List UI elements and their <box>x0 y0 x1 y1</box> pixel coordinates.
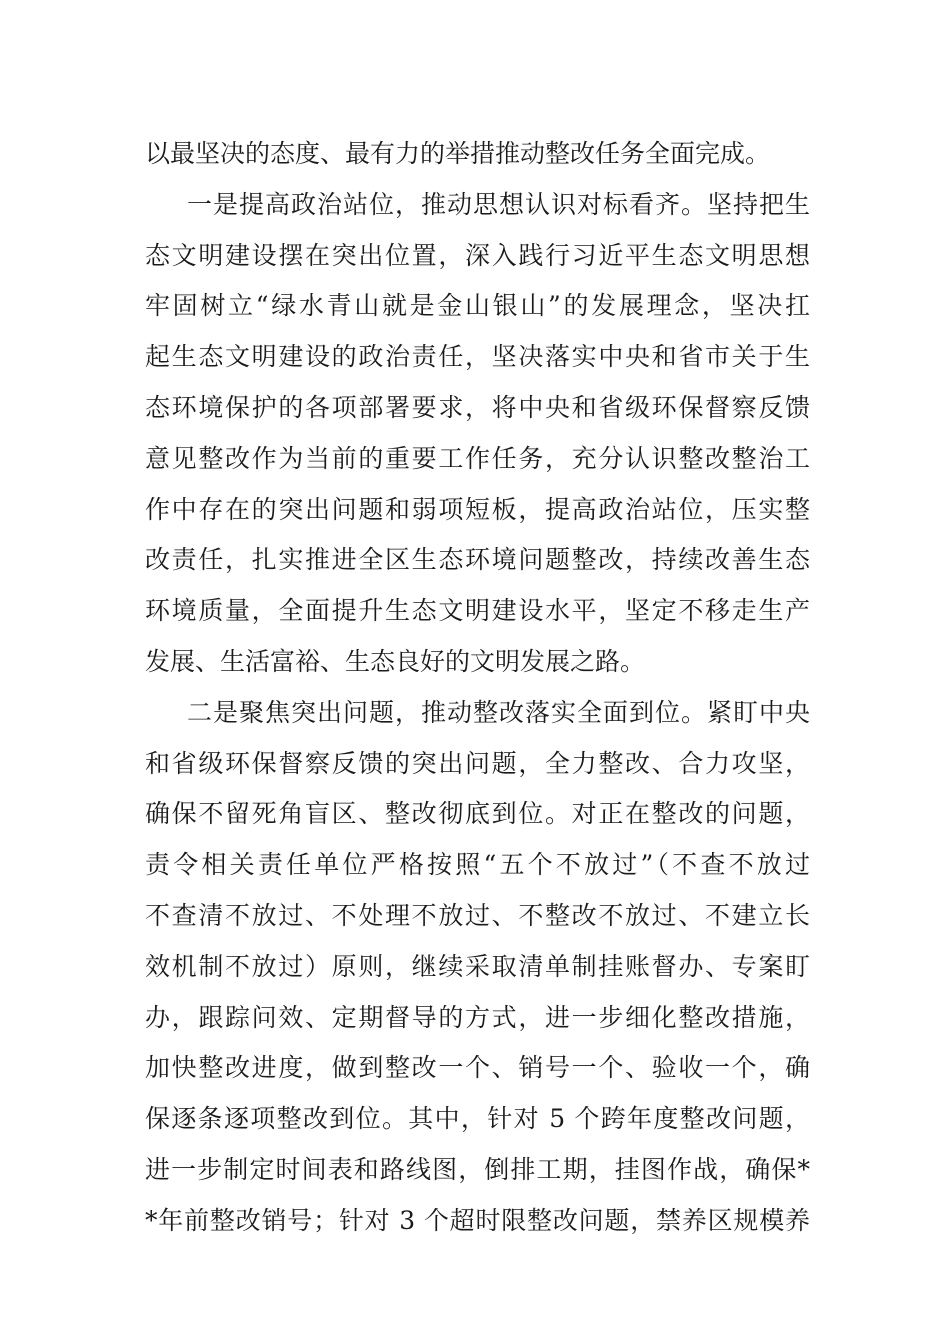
text-line: 以最坚决的态度、最有力的举措推动整改任务全面完成。 <box>145 139 771 168</box>
text-line: 态环境保护的各项部署要求，将中央和省级环保督察反馈 <box>145 392 810 422</box>
text-line: 起生态文明建设的政治责任，坚决落实中央和省市关于生 <box>145 342 810 372</box>
text-line: 办，跟踪问效、定期督导的方式，进一步细化整改措施， <box>145 1002 810 1032</box>
text-line: 责令相关责任单位严格按照“五个不放过”（不查不放过 <box>145 850 810 880</box>
text-line: 加快整改进度，做到整改一个、销号一个、验收一个，确 <box>145 1053 810 1083</box>
text-line: 不查清不放过、不处理不放过、不整改不放过、不建立长 <box>145 900 810 930</box>
paragraph-first-line: 二是聚焦突出问题，推动整改落实全面到位。紧盯中央 <box>187 697 810 727</box>
text-line: 牢固树立“绿水青山就是金山银山”的发展理念，坚决扛 <box>145 291 810 321</box>
text-line: 确保不留死角盲区、整改彻底到位。对正在整改的问题， <box>145 799 810 829</box>
text-line: 改责任，扎实推进全区生态环境问题整改，持续改善生态 <box>145 545 810 575</box>
text-line: 环境质量，全面提升生态文明建设水平，坚定不移走生产 <box>145 596 810 626</box>
text-line: 意见整改作为当前的重要工作任务，充分认识整改整治工 <box>145 443 810 473</box>
text-line: 发展、生活富裕、生态良好的文明发展之路。 <box>145 646 646 676</box>
text-line: 作中存在的突出问题和弱项短板，提高政治站位，压实整 <box>145 494 810 524</box>
text-line: 态文明建设摆在突出位置，深入践行习近平生态文明思想 <box>145 240 810 270</box>
text-line: 和省级环保督察反馈的突出问题，全力整改、合力攻坚， <box>145 748 810 778</box>
text-line: 效机制不放过）原则，继续采取清单制挂账督办、专案盯 <box>145 951 810 981</box>
text-line: 保逐条逐项整改到位。其中，针对 5 个跨年度整改问题， <box>145 1104 810 1134</box>
body-text <box>145 129 810 1247</box>
text-line: 进一步制定时间表和路线图，倒排工期，挂图作战，确保* <box>145 1154 810 1184</box>
text-line: *年前整改销号；针对 3 个超时限整改问题，禁养区规模养 <box>145 1205 810 1235</box>
paragraph-first-line: 一是提高政治站位，推动思想认识对标看齐。坚持把生 <box>187 189 810 219</box>
